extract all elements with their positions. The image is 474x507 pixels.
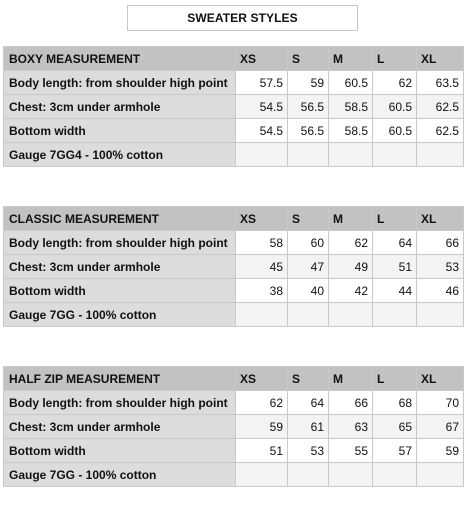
cell-value: 64 <box>373 231 417 255</box>
table-header-title: BOXY MEASUREMENT <box>4 47 236 71</box>
row-label: Gauge 7GG - 100% cotton <box>4 463 236 487</box>
cell-value: 60.5 <box>373 119 417 143</box>
cell-value: 45 <box>236 255 288 279</box>
table-row <box>4 231 464 255</box>
table-header-row <box>4 207 464 231</box>
size-table-classic <box>3 206 464 327</box>
row-label: Chest: 3cm under armhole <box>4 255 236 279</box>
cell-value <box>329 463 373 487</box>
cell-value: 53 <box>288 439 329 463</box>
cell-value: 63 <box>329 415 373 439</box>
table-row <box>4 95 464 119</box>
cell-value: 64 <box>288 391 329 415</box>
cell-value <box>417 303 464 327</box>
cell-value: 40 <box>288 279 329 303</box>
size-header-xl: XL <box>417 47 464 71</box>
cell-value: 58.5 <box>329 119 373 143</box>
size-header-xs: XS <box>236 207 288 231</box>
cell-value <box>417 463 464 487</box>
cell-value: 59 <box>288 71 329 95</box>
cell-value: 53 <box>417 255 464 279</box>
cell-value: 62 <box>373 71 417 95</box>
size-header-xs: XS <box>236 367 288 391</box>
cell-value <box>373 463 417 487</box>
size-header-xs: XS <box>236 47 288 71</box>
cell-value <box>236 303 288 327</box>
row-label: Gauge 7GG4 - 100% cotton <box>4 143 236 167</box>
table-row <box>4 279 464 303</box>
size-header-s: S <box>288 47 329 71</box>
cell-value <box>417 143 464 167</box>
size-header-xl: XL <box>417 207 464 231</box>
cell-value: 66 <box>417 231 464 255</box>
cell-value: 42 <box>329 279 373 303</box>
cell-value <box>288 463 329 487</box>
row-label: Body length: from shoulder high point <box>4 391 236 415</box>
cell-value: 62.5 <box>417 95 464 119</box>
cell-value: 58.5 <box>329 95 373 119</box>
row-label: Bottom width <box>4 119 236 143</box>
cell-value <box>236 143 288 167</box>
size-header-m: M <box>329 207 373 231</box>
table-row <box>4 391 464 415</box>
row-label: Chest: 3cm under armhole <box>4 95 236 119</box>
cell-value: 60 <box>288 231 329 255</box>
cell-value: 51 <box>373 255 417 279</box>
cell-value: 46 <box>417 279 464 303</box>
size-table-half-zip <box>3 366 464 487</box>
size-header-s: S <box>288 207 329 231</box>
row-label: Bottom width <box>4 279 236 303</box>
cell-value: 54.5 <box>236 95 288 119</box>
cell-value <box>288 303 329 327</box>
table-row <box>4 415 464 439</box>
row-label: Bottom width <box>4 439 236 463</box>
table-row <box>4 143 464 167</box>
table-row <box>4 439 464 463</box>
cell-value <box>373 303 417 327</box>
cell-value <box>288 143 329 167</box>
table-row <box>4 303 464 327</box>
cell-value: 67 <box>417 415 464 439</box>
table-row <box>4 71 464 95</box>
cell-value: 57 <box>373 439 417 463</box>
cell-value: 65 <box>373 415 417 439</box>
cell-value: 68 <box>373 391 417 415</box>
cell-value: 44 <box>373 279 417 303</box>
cell-value: 62 <box>329 231 373 255</box>
size-header-l: L <box>373 367 417 391</box>
cell-value: 56.5 <box>288 95 329 119</box>
size-header-l: L <box>373 207 417 231</box>
size-header-s: S <box>288 367 329 391</box>
row-label: Chest: 3cm under armhole <box>4 415 236 439</box>
cell-value <box>329 143 373 167</box>
cell-value <box>236 463 288 487</box>
cell-value: 62.5 <box>417 119 464 143</box>
cell-value: 59 <box>236 415 288 439</box>
cell-value: 63.5 <box>417 71 464 95</box>
cell-value: 47 <box>288 255 329 279</box>
size-table-boxy <box>3 46 464 167</box>
table-row <box>4 119 464 143</box>
page-title: SWEATER STYLES <box>127 5 358 31</box>
cell-value: 70 <box>417 391 464 415</box>
cell-value: 62 <box>236 391 288 415</box>
cell-value: 57.5 <box>236 71 288 95</box>
size-header-m: M <box>329 47 373 71</box>
cell-value <box>373 143 417 167</box>
cell-value: 58 <box>236 231 288 255</box>
table-row <box>4 255 464 279</box>
table-header-row <box>4 47 464 71</box>
row-label: Body length: from shoulder high point <box>4 71 236 95</box>
size-header-m: M <box>329 367 373 391</box>
cell-value: 60.5 <box>329 71 373 95</box>
size-header-xl: XL <box>417 367 464 391</box>
cell-value: 51 <box>236 439 288 463</box>
table-header-title: HALF ZIP MEASUREMENT <box>4 367 236 391</box>
row-label: Gauge 7GG - 100% cotton <box>4 303 236 327</box>
cell-value: 55 <box>329 439 373 463</box>
table-header-title: CLASSIC MEASUREMENT <box>4 207 236 231</box>
table-header-row <box>4 367 464 391</box>
cell-value: 59 <box>417 439 464 463</box>
cell-value: 56.5 <box>288 119 329 143</box>
cell-value: 38 <box>236 279 288 303</box>
cell-value: 61 <box>288 415 329 439</box>
cell-value: 54.5 <box>236 119 288 143</box>
table-row <box>4 463 464 487</box>
cell-value: 60.5 <box>373 95 417 119</box>
row-label: Body length: from shoulder high point <box>4 231 236 255</box>
cell-value <box>329 303 373 327</box>
size-header-l: L <box>373 47 417 71</box>
cell-value: 66 <box>329 391 373 415</box>
cell-value: 49 <box>329 255 373 279</box>
